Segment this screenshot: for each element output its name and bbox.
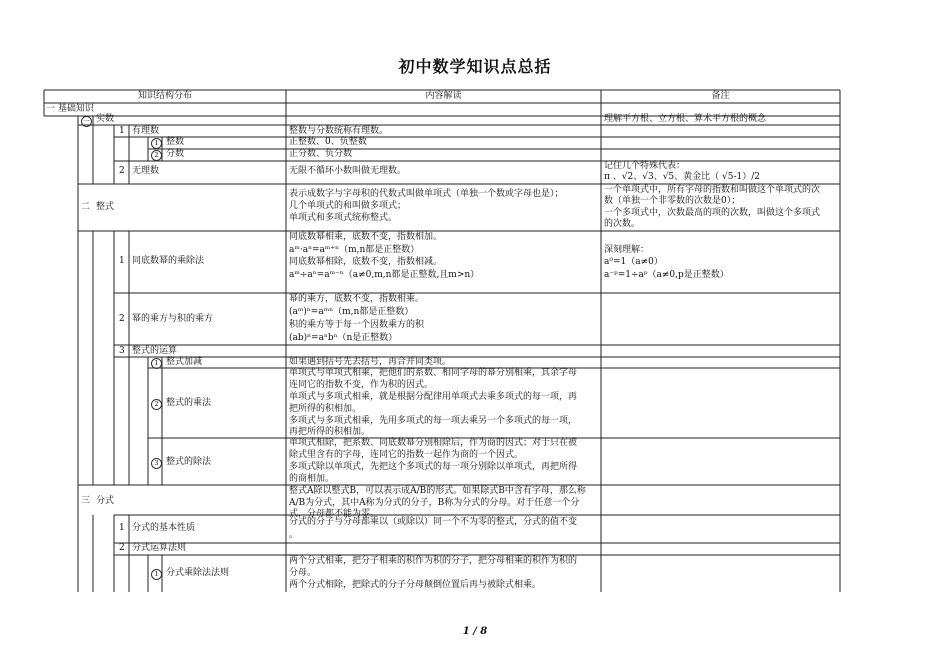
content-text: 式，分母都不能为零。 <box>289 509 380 519</box>
content-text: 表示成数字与字母积的代数式叫做单项式（单独一个数或字母也是）； <box>289 189 564 199</box>
item-label: 分式乘除法法则 <box>166 568 230 578</box>
remark-text: 数（单独一个非零数的次数是0）； <box>604 196 741 206</box>
item-number: 1 <box>151 569 162 580</box>
item-number: 1 <box>119 256 125 266</box>
remark-text: a⁻ᵖ=1÷aᵖ（a≠0,p是正整数） <box>604 270 729 280</box>
item-label: 分数 <box>166 149 185 159</box>
item-number: 2 <box>119 314 125 324</box>
content-text: 无限不循环小数叫做无理数。 <box>289 166 407 176</box>
content-text: 分母。 <box>289 568 317 578</box>
content-text: 。 <box>289 530 299 540</box>
content-text: 几个单项式的和叫做多项式； <box>289 201 407 211</box>
section-basics: 一 基础知识 <box>46 104 94 114</box>
remark-text: 理解平方根、立方根、算术平方根的概念 <box>604 114 767 124</box>
remark-text: a⁰=1（a≠0） <box>604 257 663 267</box>
content-text: 多项式除以单项式，先把这个多项式的每一项分别除以单项式，再把所得 <box>289 462 578 472</box>
content-text: 两个分式相除，把除式的分子分母颠倒位置后再与被除式相乘。 <box>289 580 542 590</box>
content-text: 单项式和多项式统称整式。 <box>289 213 398 223</box>
page-number: 1 / 8 <box>462 626 488 637</box>
item-label: 整式的运算 <box>132 346 178 356</box>
content-text: 同底数幂相除，底数不变，指数相减。 <box>289 257 443 267</box>
item-label: 整式的除法 <box>166 457 212 467</box>
content-text: aᵐ·aⁿ=aᵐ⁺ⁿ（m,n都是正整数） <box>289 245 420 255</box>
item-number: 1 <box>119 126 125 136</box>
content-text: 再把所得的积相加。 <box>289 427 371 437</box>
header-structure: 知识结构分布 <box>137 91 192 101</box>
item-label: 有理数 <box>132 126 160 136</box>
remark-text: π 、√2、√3、√5、黄金比（ √5-1）/2 <box>604 172 761 182</box>
content-text: (ab)ⁿ=aⁿbⁿ（n是正整数） <box>289 333 398 343</box>
header-content: 内容解读 <box>425 91 462 101</box>
section-label: 整式 <box>96 202 115 212</box>
content-text: 除式里含有的字母，连同它的指数一起作为商的一个因式。 <box>289 450 524 460</box>
content-text: 如果遇到括号先去括号，再合并同类项。 <box>289 357 452 367</box>
content-text: 连同它的指数不变，作为积的因式。 <box>289 380 434 390</box>
content-text: 积的乘方等于每一个因数乘方的积 <box>289 320 425 330</box>
content-text: 正分数、负分数 <box>289 149 353 159</box>
page-title: 初中数学知识点总括 <box>398 57 552 76</box>
remark-text: 记住几个特殊代表： <box>604 161 686 171</box>
content-text: 整式A除以整式B，可以表示成A/B的形式。如果除式B中含有字母，那么称 <box>289 486 586 496</box>
content-text: 两个分式相乘，把分子相乘的积作为积的分子，把分母相乘的积作为积的 <box>289 556 578 566</box>
item-label: 整数 <box>166 137 185 147</box>
section-number: 一 <box>81 116 92 127</box>
content-text: 的商相加。 <box>289 474 335 484</box>
item-label: 无理数 <box>132 166 160 176</box>
remark-text: 的次数。 <box>604 219 641 229</box>
content-text: 单项式与多项式相乘，就是根据分配律用单项式去乘多项式的每一项，再 <box>289 392 578 402</box>
content-text: 同底数幂相乘，底数不变，指数相加。 <box>289 232 443 242</box>
content-text: 单项式相除，把系数、同底数幂分别相除后，作为商的因式；对于只在被 <box>289 438 578 448</box>
item-number: 2 <box>119 543 125 553</box>
header-remarks: 备注 <box>711 91 730 101</box>
item-number: 1 <box>119 523 125 533</box>
section-number: 二 <box>81 202 91 212</box>
item-number: 2 <box>119 166 125 176</box>
section-label: 实数 <box>96 114 115 124</box>
content-text: 整数与分数统称有理数。 <box>289 126 389 136</box>
item-number: 1 <box>151 358 162 369</box>
remark-text: 深刻理解： <box>604 245 650 255</box>
section-number: 三 <box>81 496 91 506</box>
item-label: 幂的乘方与积的乘方 <box>132 314 214 324</box>
content-text: 多项式与多项式相乘，先用多项式的每一项去乘另一个多项式的每一项， <box>289 416 578 426</box>
item-number: 3 <box>151 458 162 469</box>
item-label: 同底数幂的乘除法 <box>132 256 205 266</box>
content-text: aᵐ÷aⁿ=aᵐ⁻ⁿ（a≠0,m,n都是正整数,且m>n） <box>289 270 480 280</box>
item-label: 整式的乘法 <box>166 398 212 408</box>
item-number: 2 <box>151 150 162 161</box>
content-text: 正整数、0、负整数 <box>289 137 367 147</box>
remark-text: 一个多项式中，次数最高的项的次数，叫做这个多项式 <box>604 208 821 218</box>
item-label: 整式加减 <box>166 357 203 367</box>
item-number: 3 <box>119 346 125 356</box>
item-label: 分式运算法则 <box>132 543 187 553</box>
section-label: 分式 <box>96 496 115 506</box>
content-text: 单项式与单项式相乘，把他们的系数、相同字母的幂分别相乘，其余字母 <box>289 368 578 378</box>
content-text: 幂的乘方，底数不变，指数相乘。 <box>289 294 425 304</box>
remark-text: 一个单项式中，所有字母的指数和叫做这个单项式的次 <box>604 185 821 195</box>
item-number: 1 <box>151 138 162 149</box>
item-number: 2 <box>151 399 162 410</box>
item-label: 分式的基本性质 <box>132 523 196 533</box>
content-text: (aᵐ)ⁿ=aᵐⁿ（m,n都是正整数） <box>289 307 414 317</box>
content-text: 分式的分子与分母都乘以（或除以）同一个不为零的整式，分式的值不变 <box>289 517 578 527</box>
content-text: A/B为分式，其中A称为分式的分子，B称为分式的分母。对于任意一个分 <box>289 498 580 508</box>
content-text: 把所得的积相加。 <box>289 404 362 414</box>
